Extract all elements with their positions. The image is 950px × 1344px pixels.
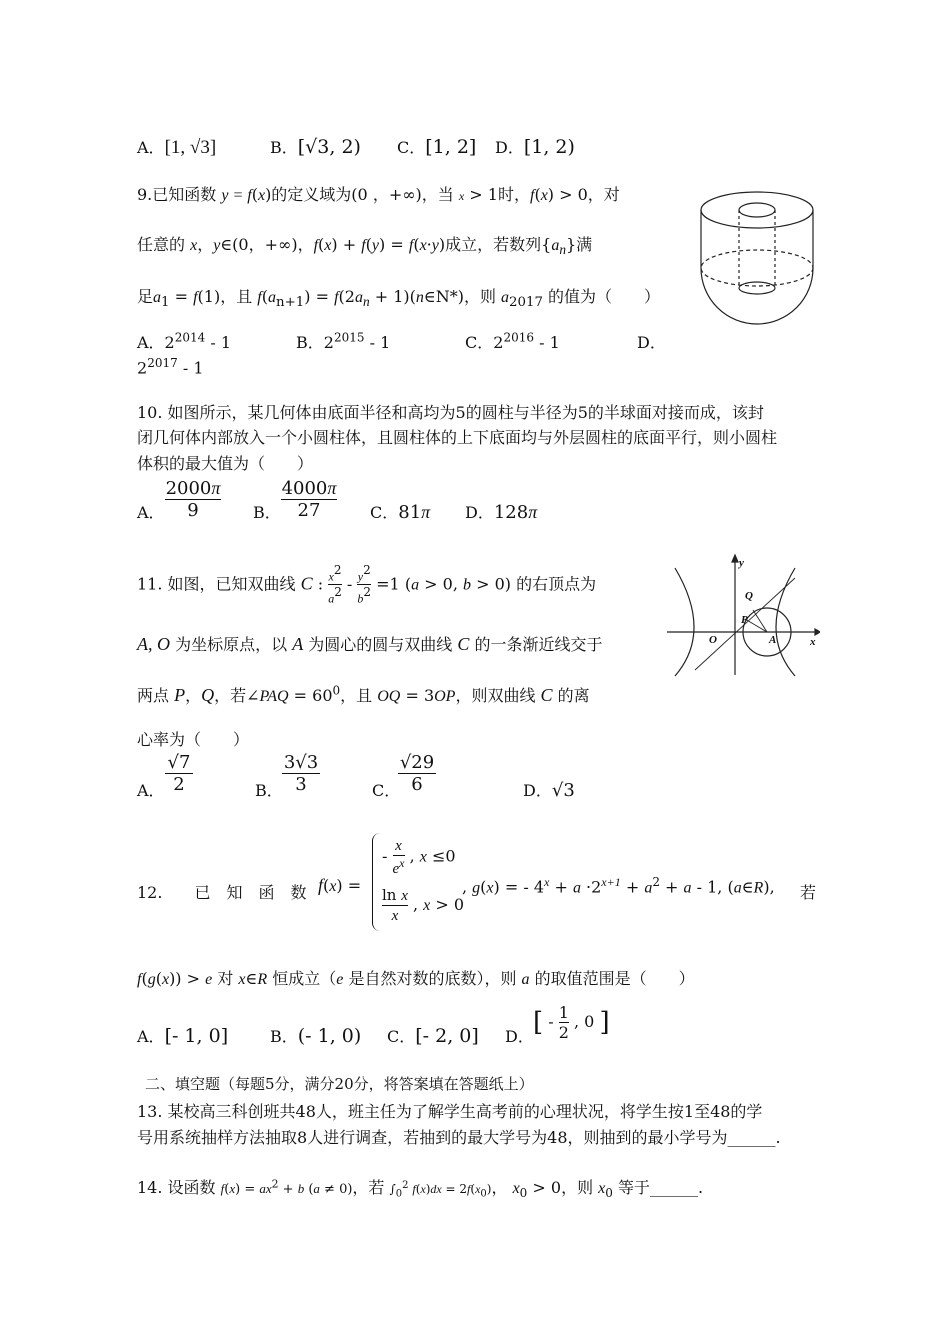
hyperbola-p-label: P xyxy=(741,614,748,626)
q9-option-c: C．$2^{2016} - 1$ xyxy=(465,330,560,352)
q8-option-a: A．[1, √3] xyxy=(137,137,217,158)
hyperbola-x-label: x xyxy=(810,636,816,648)
q8-option-d: D．[1, 2) xyxy=(495,136,575,158)
q11-option-c-frac: √29 6 xyxy=(399,752,435,795)
q10-option-b-label: B． xyxy=(253,503,281,522)
q11-option-b-frac: 3√3 3 xyxy=(283,752,319,795)
q9-option-d-value: $2^{2017} - 1$ xyxy=(137,356,204,378)
q8-option-b: B．[√3, 2) xyxy=(270,136,361,158)
q12-piece2: ln x x , x > 0 xyxy=(382,886,465,924)
q10-option-a-frac: 2000π 9 xyxy=(165,478,221,521)
q12-option-c: C．[- 2, 0] xyxy=(387,1025,479,1047)
q12-line2: f(g(x)) > e 对 x∈R 恒成立（e 是自然对数的底数），则 a 的取值范围是（ ） xyxy=(137,969,695,988)
q10-option-c: C．81π xyxy=(370,502,431,523)
hyperbola-o-label: O xyxy=(709,634,717,646)
q12-option-d-value: [ - $\frac{1}{2}$ , 0 ] xyxy=(533,1003,610,1042)
q9-line1: 9.已知函数 y = f(x)的定义域为(0 ，+∞)，当 x > 1时，f(x) > 0，对 xyxy=(137,185,620,204)
q11-line1: 11. 如图，已知双曲线 C : $x^2$ $a^2$ - $y^2$ $b^2$ =1 (a > 0, b > 0) 的右顶点为 xyxy=(137,563,597,606)
q11-line3: 两点 P，Q，若∠PAQ = $60^0$，且 OQ = 3OP，则双曲线 C 的离 xyxy=(137,683,590,705)
q12-ruo: 若 xyxy=(800,883,817,902)
q12-option-b: B．(- 1, 0) xyxy=(270,1025,362,1047)
q12-option-d-label: D． xyxy=(505,1027,534,1046)
section-2-heading: 二、填空题（每题5分，满分20分，将答案填在答题纸上） xyxy=(145,1075,534,1093)
q12-fx: f(x) = xyxy=(318,875,362,895)
q11-option-a-label: A． xyxy=(137,781,165,800)
q12-option-a: A．[- 1, 0] xyxy=(137,1025,229,1047)
q11-line4: 心率为（ ） xyxy=(137,730,250,749)
q10-option-d: D．128π xyxy=(465,502,538,523)
cylinder-hemisphere-figure xyxy=(692,180,822,330)
q11-option-d: D．√3 xyxy=(523,780,575,801)
q9-option-d: D． xyxy=(637,333,666,352)
q10-option-b-frac: 4000π 27 xyxy=(281,478,337,521)
q13-line1: 13. 某校高三科创班共48人，班主任为了解学生高考前的心理状况，将学生按1至48的学 xyxy=(137,1102,763,1121)
q9-line2: 任意的 x，y∈(0，+∞)，f(x) + f(y) = f(x·y)成立，若数列$\{a_n\}$满 xyxy=(137,235,593,258)
q13-line2: 号用系统抽样方法抽取8人进行调查，若抽到的最大学号为48，则抽到的最小学号为______. xyxy=(137,1128,781,1147)
hyperbola-a-label: A xyxy=(769,634,777,646)
q10-line2: 闭几何体内部放入一个小圆柱体，且圆柱体的上下底面均与外层圆柱的底面平行，则小圆柱 xyxy=(137,428,778,447)
q8-option-c: C．[1, 2] xyxy=(397,136,477,158)
q11-option-c-label: C． xyxy=(372,781,401,800)
q12-label: 12. 已 知 函 数 xyxy=(137,883,307,902)
q14-line: 14. 设函数 $f(x) = ax^2 + b$ (a ≠ 0)，若 $\int_0^2$ $f(x)dx = 2f(x_0)$， $x_0 > 0$，则 $x_0$ 等于______. xyxy=(137,1177,704,1201)
hyperbola-q-label: Q xyxy=(745,590,753,602)
q12-piece1: - $\frac{x}{e^x}$ , x ≤0 xyxy=(382,838,456,877)
q10-option-a-label: A． xyxy=(137,503,165,522)
q9-option-b: B．$2^{2015} - 1$ xyxy=(296,330,391,352)
q10-line1: 10. 如图所示，某几何体由底面半径和高均为5的圆柱与半径为5的半球面对接而成，该封 xyxy=(137,403,764,422)
q9-line3: 足$a_1 = f(1)$，且 $f(a_{n+1}) = f(2a_n$ + 1)(n∈N*)，则 $a_{2017}$ 的值为（ ） xyxy=(137,287,661,311)
hyperbola-y-label: y xyxy=(739,557,744,569)
q11-line2: A, O 为坐标原点，以 A 为圆心的圆与双曲线 C 的一条渐近线交于 xyxy=(137,634,603,654)
q10-line3: 体积的最大值为（ ） xyxy=(137,454,314,473)
q9-option-a: A．$2^{2014} - 1$ xyxy=(137,330,232,352)
q11-option-b-label: B． xyxy=(255,781,283,800)
q12-gx: , g(x) = - $4^x + a \cdot 2^{x+1} + a^2 + a - 1$, (a∈R), xyxy=(462,875,775,897)
q11-option-a-frac: √7 2 xyxy=(165,752,193,795)
hyperbola-figure xyxy=(665,550,820,680)
